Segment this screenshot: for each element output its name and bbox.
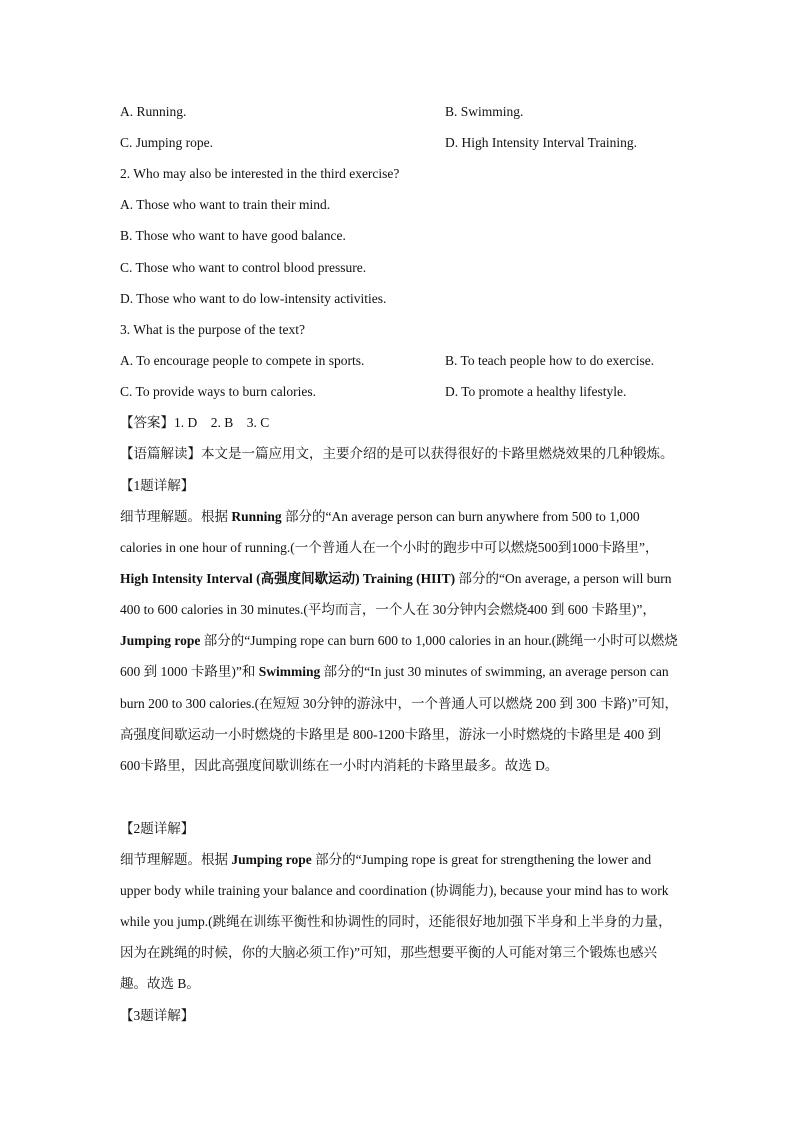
section-1-text-2: 部分的“An average person can burn anywhere from 500 to 1,000 calories in one hour of running.(一个普通人在一个小时的跑步中可以燃烧500到1000卡路里”， — [120, 509, 659, 556]
q2-option-c: C. Those who want to control blood pressure. — [120, 260, 367, 275]
q1-option-a: A. Running. — [120, 104, 187, 119]
q1-option-d: D. High Intensity Interval Training. — [445, 135, 637, 150]
section-1-heading: 【1题详解】 — [120, 478, 195, 493]
q3-option-a: A. To encourage people to compete in sports. — [120, 353, 365, 368]
q3-stem: 3. What is the purpose of the text? — [120, 322, 305, 337]
section-2-heading: 【2题详解】 — [120, 821, 195, 836]
answer-line: 【答案】1. D 2. B 3. C — [120, 415, 270, 430]
section-1-body — [120, 501, 678, 781]
q3-option-c: C. To provide ways to burn calories. — [120, 384, 317, 399]
q3-option-b: B. To teach people how to do exercise. — [445, 353, 655, 368]
section-2-text-1: 细节理解题。根据 — [120, 852, 228, 867]
q1-option-b: B. Swimming. — [445, 104, 524, 119]
q2-stem: 2. Who may also be interested in the third exercise? — [120, 166, 400, 181]
section-1-bold-jumping-rope: Jumping rope — [120, 633, 201, 649]
section-1-bold-hiit: High Intensity Interval (高强度间歇运动) Training (HIIT) — [120, 571, 456, 587]
section-1-bold-running: Running — [231, 509, 282, 524]
section-1-text-4: 部分的“Jumping rope can burn 600 to 1,000 calories in an hour.(跳绳一小时可以燃烧 600 到 1000 卡路里)”和 — [120, 633, 678, 680]
q3-option-d: D. To promote a healthy lifestyle. — [445, 384, 627, 399]
q2-option-b: B. Those who want to have good balance. — [120, 228, 346, 243]
section-2-bold-jumping-rope: Jumping rope — [231, 852, 312, 867]
section-2-text-2: 部分的“Jumping rope is great for strengthening the lower and upper body while training your balance and coordination (协调能力), because your mind has to work while you jump.(跳绳在训练平衡性和协调性的同时，还能很好地加强下半身和上半身的力量，因为在跳绳的时候，你的大脑必须工作)”可知，那些想要平衡的人可能对第三个锻炼也感兴趣。故选 B。 — [120, 852, 672, 992]
q2-option-d: D. Those who want to do low-intensity activities. — [120, 291, 387, 306]
section-1-text-1: 细节理解题。根据 — [120, 509, 228, 524]
q2-option-a: A. Those who want to train their mind. — [120, 197, 331, 212]
section-1-bold-swimming: Swimming — [258, 664, 321, 680]
passage-note: 【语篇解读】本文是一篇应用文，主要介绍的是可以获得很好的卡路里燃烧效果的几种锻炼。 — [120, 446, 674, 461]
section-2-body — [120, 844, 678, 999]
q1-option-c: C. Jumping rope. — [120, 135, 213, 150]
section-1-text-5: 部分的“In just 30 minutes of swimming, an average person can burn 200 to 300 calories.(在短短 30分钟的游泳中，一个普通人可以燃烧 200 到 300 卡路)”可知，高强度间歇运动一小时燃烧的卡路里是 800-1200卡路里，游泳一小时燃烧的卡路里是 400 到 600卡路里，因此高强度间歇训练在一小时内消耗的卡路里最多。故选 D。 — [120, 664, 678, 773]
section-3-heading: 【3题详解】 — [120, 1008, 195, 1023]
section-1-text-3: 部分的“On average, a person will burn 400 to 600 calories in 30 minutes.(平均而言，一个人在 30分钟内会燃烧400 到 600 卡路里)”， — [120, 571, 672, 618]
